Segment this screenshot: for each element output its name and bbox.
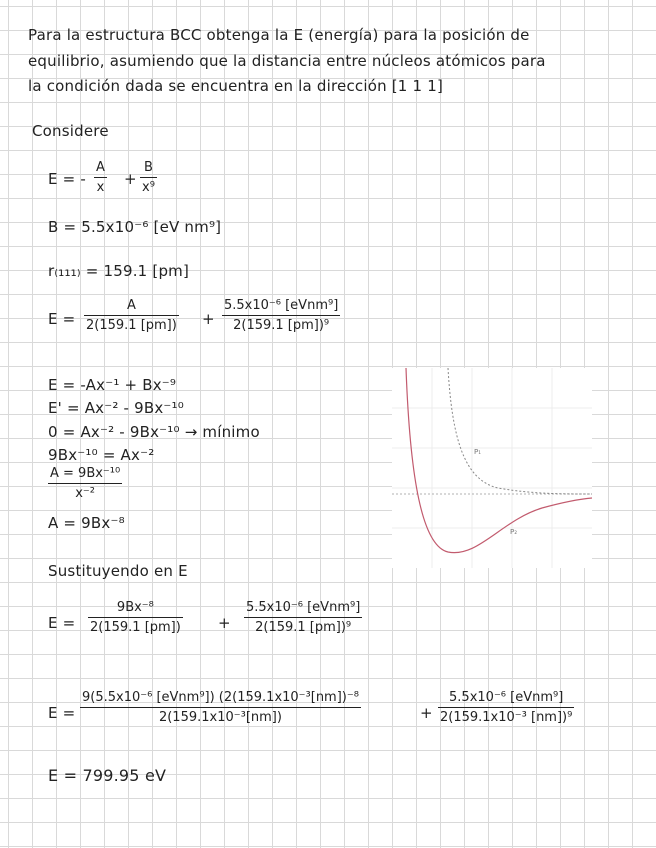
eq5-lhs: E = — [48, 614, 76, 632]
graph-label-p2: P₂ — [510, 528, 518, 536]
problem-line-2: equilibrio, asumiendo que la distancia entre núcleos atómicos para — [28, 52, 546, 70]
eq1-frac1 — [94, 160, 107, 195]
eq5-plus: + — [218, 614, 231, 632]
eq1-frac1-den: x — [96, 180, 105, 195]
deriv-line-5-num: A = 9Bx⁻¹⁰ — [50, 466, 121, 481]
eq1-plus: + — [124, 170, 137, 188]
deriv-line-5 — [48, 466, 122, 501]
eq1-frac2 — [140, 160, 157, 195]
energy-curve-graph — [392, 368, 592, 568]
eq1-frac2-den: x⁹ — [142, 180, 155, 195]
eq5-frac1-num: 9Bx⁻⁸ — [116, 600, 154, 615]
fraction-bar — [84, 315, 179, 316]
sustituyendo-heading: Sustituyendo en E — [48, 562, 188, 580]
fraction-bar — [140, 177, 157, 178]
deriv-line-5-den: x⁻² — [75, 486, 95, 501]
deriv-line-1: E = -Ax⁻¹ + Bx⁻⁹ — [48, 376, 177, 394]
eq1-frac1-num: A — [96, 160, 105, 175]
eq4-lhs: E = — [48, 310, 76, 328]
fraction-bar — [244, 617, 362, 618]
eq2: B = 5.5x10⁻⁶ [eV nm⁹] — [48, 218, 222, 236]
eq4-frac1-num: A — [126, 298, 136, 313]
eq6-frac2 — [438, 690, 574, 725]
considere-heading: Considere — [32, 122, 109, 140]
deriv-line-3: 0 = Ax⁻² - 9Bx⁻¹⁰ → mínimo — [48, 423, 260, 441]
problem-line-1: Para la estructura BCC obtenga la E (energía) para la posición de — [28, 26, 530, 44]
deriv-line-2: E' = Ax⁻² - 9Bx⁻¹⁰ — [48, 399, 184, 417]
deriv-line-4: 9Bx⁻¹⁰ = Ax⁻² — [48, 446, 155, 464]
fraction-bar — [48, 483, 122, 484]
eq6-frac2-den: 2(159.1x10⁻³ [nm])⁹ — [440, 710, 573, 725]
eq4-frac1-den: 2(159.1 [pm]) — [86, 318, 177, 333]
eq4-frac2 — [222, 298, 340, 333]
problem-line-3: la condición dada se encuentra en la dirección [1 1 1] — [28, 77, 444, 95]
fraction-bar — [438, 707, 574, 708]
eq6-frac1-num: 9(5.5x10⁻⁶ [eVnm⁹]) (2(159.1x10⁻³[nm])⁻⁸ — [82, 690, 359, 705]
eq5-frac2-den: 2(159.1 [pm])⁹ — [255, 620, 352, 635]
final-result: E = 799.95 eV — [48, 766, 167, 785]
eq4-frac1 — [84, 298, 179, 333]
eq5-frac1 — [88, 600, 183, 635]
eq1-frac2-num: B — [143, 160, 153, 175]
eq6-frac2-num: 5.5x10⁻⁶ [eVnm⁹] — [449, 690, 564, 705]
eq5-frac2-num: 5.5x10⁻⁶ [eVnm⁹] — [246, 600, 361, 615]
eq6-plus: + — [420, 704, 433, 722]
eq6-lhs: E = — [48, 704, 76, 722]
eq5-frac2 — [244, 600, 362, 635]
fraction-bar — [80, 707, 361, 708]
eq4-frac2-den: 2(159.1 [pm])⁹ — [233, 318, 330, 333]
eq3: r₍₁₁₁₎ = 159.1 [pm] — [48, 262, 190, 280]
fraction-bar — [94, 177, 107, 178]
fraction-bar — [88, 617, 183, 618]
eq6-frac1-den: 2(159.1x10⁻³[nm]) — [158, 710, 282, 725]
eq4-frac2-num: 5.5x10⁻⁶ [eVnm⁹] — [224, 298, 339, 313]
eq1-lhs: E = - — [48, 170, 86, 188]
fraction-bar — [222, 315, 340, 316]
eq4-plus: + — [202, 310, 215, 328]
graph-background — [392, 368, 592, 568]
eq6-frac1 — [80, 690, 361, 725]
eq5-frac1-den: 2(159.1 [pm]) — [90, 620, 181, 635]
graph-label-p1: P₁ — [474, 448, 482, 456]
deriv-line-6: A = 9Bx⁻⁸ — [48, 514, 125, 532]
